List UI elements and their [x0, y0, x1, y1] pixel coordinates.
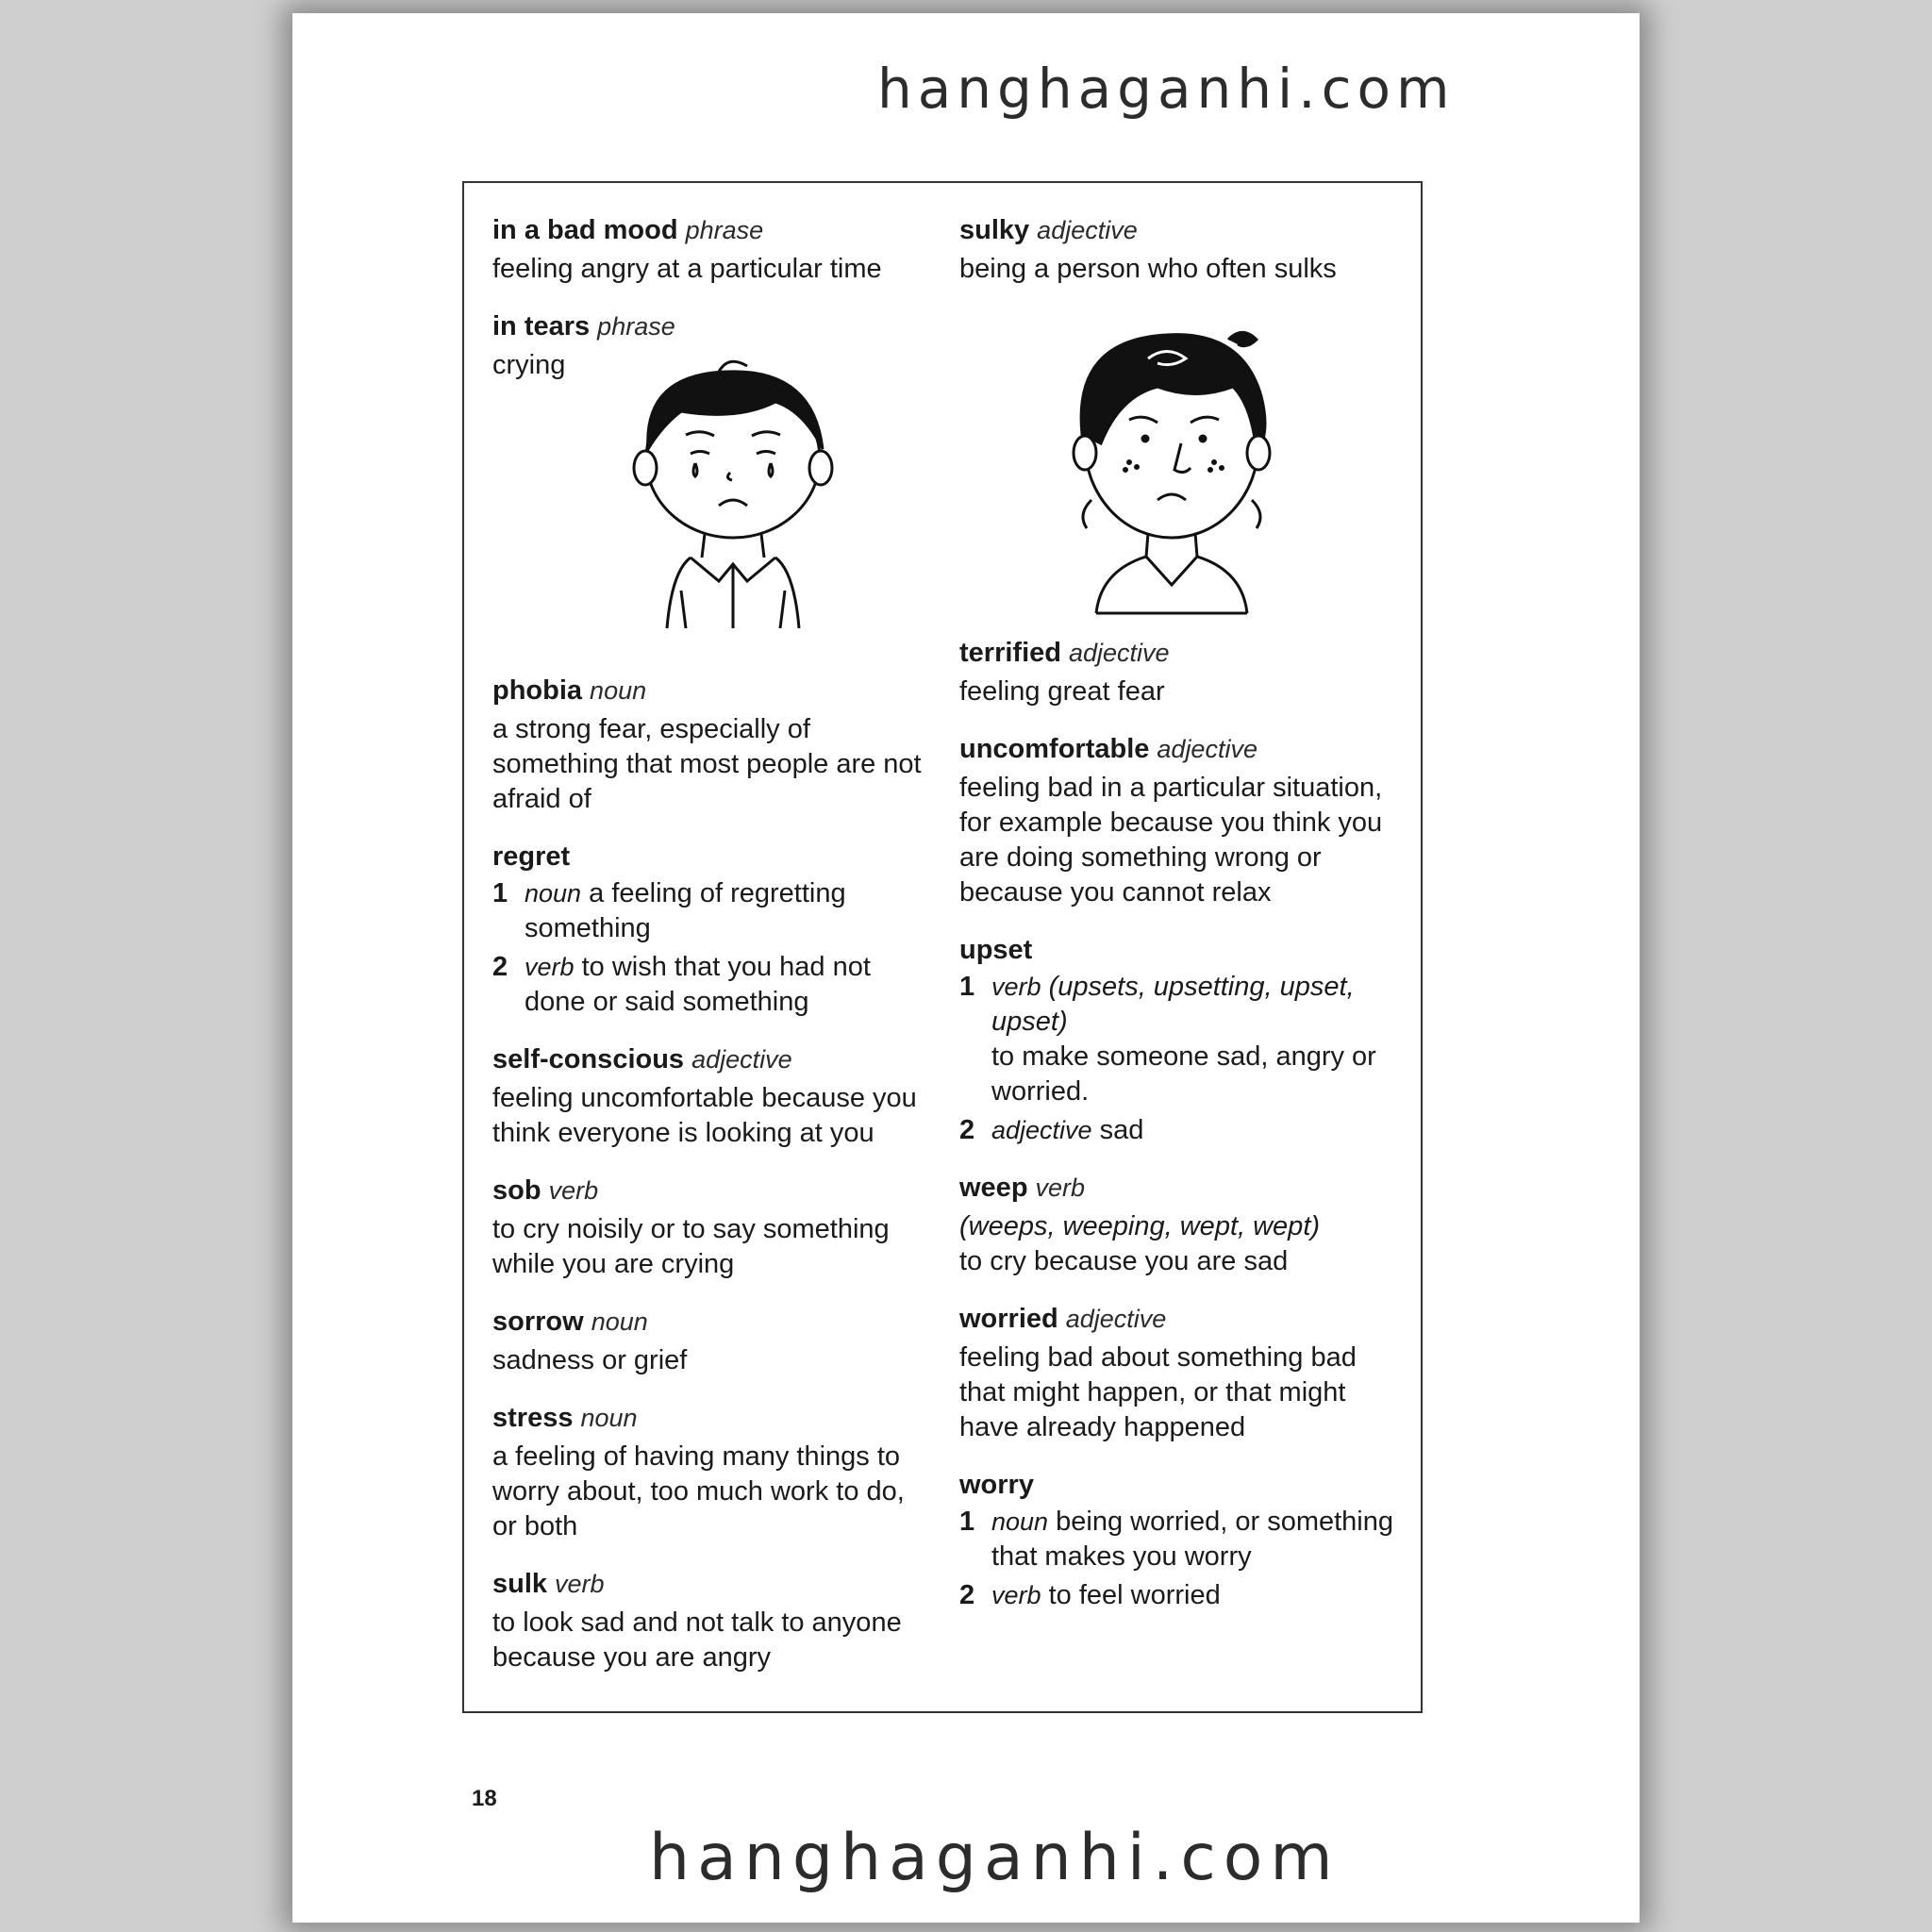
- headword: stress: [492, 1403, 574, 1433]
- definition: crying: [492, 350, 566, 380]
- definition: feeling angry at a particular time: [492, 254, 882, 284]
- definition: being a person who often sulks: [959, 254, 1337, 284]
- sense-number: 1: [959, 1507, 975, 1537]
- entry-worried: [959, 1304, 1407, 1445]
- definition: feeling uncomfortable because you think everyone is looking at you: [492, 1083, 917, 1148]
- sense-pos: noun: [525, 879, 582, 908]
- sense-pos: verb: [991, 1581, 1041, 1609]
- sense-text: being worried, or something that makes you worry: [991, 1507, 1393, 1572]
- headword: uncomfortable: [959, 734, 1150, 764]
- sense-number: 1: [959, 972, 975, 1002]
- part-of-speech: phrase: [685, 216, 764, 244]
- headword: sorrow: [492, 1307, 584, 1337]
- definition: a strong fear, especially of something that most people are not afraid of: [492, 714, 922, 814]
- entry-sob: [492, 1175, 936, 1282]
- definition: feeling great fear: [959, 676, 1165, 707]
- entry-worry: [959, 1470, 1407, 1613]
- sense-1: [492, 876, 936, 946]
- sense-pos: verb: [525, 953, 575, 981]
- entry-self-conscious: [492, 1044, 936, 1151]
- entry-uncomfortable: [959, 734, 1407, 910]
- definition: a feeling of having many things to worry about, too much work to do, or both: [492, 1441, 905, 1541]
- sense-text: to make someone sad, angry or worried.: [991, 1041, 1376, 1107]
- part-of-speech: adjective: [1065, 1305, 1167, 1333]
- sense-text: sad: [1099, 1115, 1144, 1145]
- headword: worried: [959, 1304, 1058, 1334]
- definition: to cry because you are sad: [959, 1246, 1289, 1276]
- headword: phobia: [492, 675, 583, 706]
- sense-pos: noun: [991, 1507, 1049, 1536]
- headword: self-conscious: [492, 1044, 685, 1074]
- headword: worry: [959, 1470, 1034, 1500]
- entry-phobia: [492, 675, 936, 817]
- crying-boy-illustration: [492, 345, 936, 628]
- part-of-speech: verb: [1035, 1174, 1086, 1202]
- part-of-speech: noun: [590, 676, 647, 705]
- right-column: [959, 215, 1407, 1638]
- entry-stress: [492, 1403, 936, 1544]
- headword: sob: [492, 1175, 541, 1206]
- part-of-speech: adjective: [1037, 216, 1138, 244]
- entry-sulky: [959, 215, 1407, 287]
- sense-number: 1: [492, 878, 508, 908]
- entry-in-a-bad-mood: [492, 215, 936, 287]
- definition: to look sad and not talk to anyone because you are angry: [492, 1607, 902, 1673]
- watermark-bottom: hanghaganhi.com: [649, 1821, 1341, 1895]
- part-of-speech: noun: [591, 1307, 648, 1336]
- sense-pos: verb: [991, 973, 1041, 1001]
- part-of-speech: noun: [580, 1404, 638, 1432]
- page-number: 18: [472, 1786, 497, 1811]
- dictionary-frame: [462, 181, 1423, 1713]
- crying-boy-drawing: [492, 345, 936, 647]
- sense-1: [959, 970, 1407, 1109]
- sense-2: [959, 1578, 1407, 1613]
- verb-forms: (upsets, upsetting, upset, upset): [991, 972, 1355, 1037]
- headword: regret: [492, 841, 571, 872]
- left-column: [492, 215, 936, 1700]
- sense-text: to feel worried: [1048, 1580, 1221, 1610]
- sense-number: 2: [959, 1580, 975, 1610]
- sulky-girl-illustration: [959, 311, 1407, 623]
- sense-pos: adjective: [991, 1116, 1092, 1144]
- definition: sadness or grief: [492, 1345, 688, 1375]
- entry-upset: [959, 935, 1407, 1148]
- sense-number: 2: [959, 1115, 975, 1145]
- sense-text: a feeling of regretting something: [525, 878, 846, 943]
- definition: to cry noisily or to say something while you are crying: [492, 1214, 890, 1279]
- entry-terrified: [959, 638, 1407, 709]
- definition: feeling bad in a particular situation, for example because you think you are doing something wrong or because you cannot relax: [959, 773, 1383, 908]
- sulky-girl-drawing: [959, 311, 1407, 623]
- verb-forms: (weeps, weeping, wept, wept): [959, 1211, 1321, 1241]
- part-of-speech: adjective: [1068, 639, 1170, 667]
- headword: sulk: [492, 1569, 548, 1599]
- headword: upset: [959, 935, 1033, 965]
- part-of-speech: adjective: [691, 1045, 792, 1074]
- sense-1: [959, 1505, 1407, 1574]
- headword: in tears: [492, 311, 591, 341]
- part-of-speech: adjective: [1157, 735, 1257, 763]
- sense-2: [959, 1113, 1407, 1148]
- part-of-speech: verb: [548, 1176, 599, 1205]
- headword: weep: [959, 1173, 1028, 1203]
- headword: sulky: [959, 215, 1030, 245]
- sense-text: to wish that you had not done or said something: [525, 952, 871, 1017]
- part-of-speech: verb: [555, 1570, 605, 1598]
- definition: feeling bad about something bad that might happen, or that might have already happened: [959, 1342, 1357, 1442]
- watermark-top: hanghaganhi.com: [877, 57, 1456, 121]
- part-of-speech: phrase: [597, 312, 675, 341]
- entry-weep: [959, 1173, 1407, 1279]
- headword: in a bad mood: [492, 215, 678, 245]
- entry-sulk: [492, 1569, 936, 1675]
- entry-regret: [492, 841, 936, 1020]
- sense-number: 2: [492, 952, 508, 982]
- sense-2: [492, 950, 936, 1020]
- headword: terrified: [959, 638, 1061, 668]
- entry-sorrow: [492, 1307, 936, 1378]
